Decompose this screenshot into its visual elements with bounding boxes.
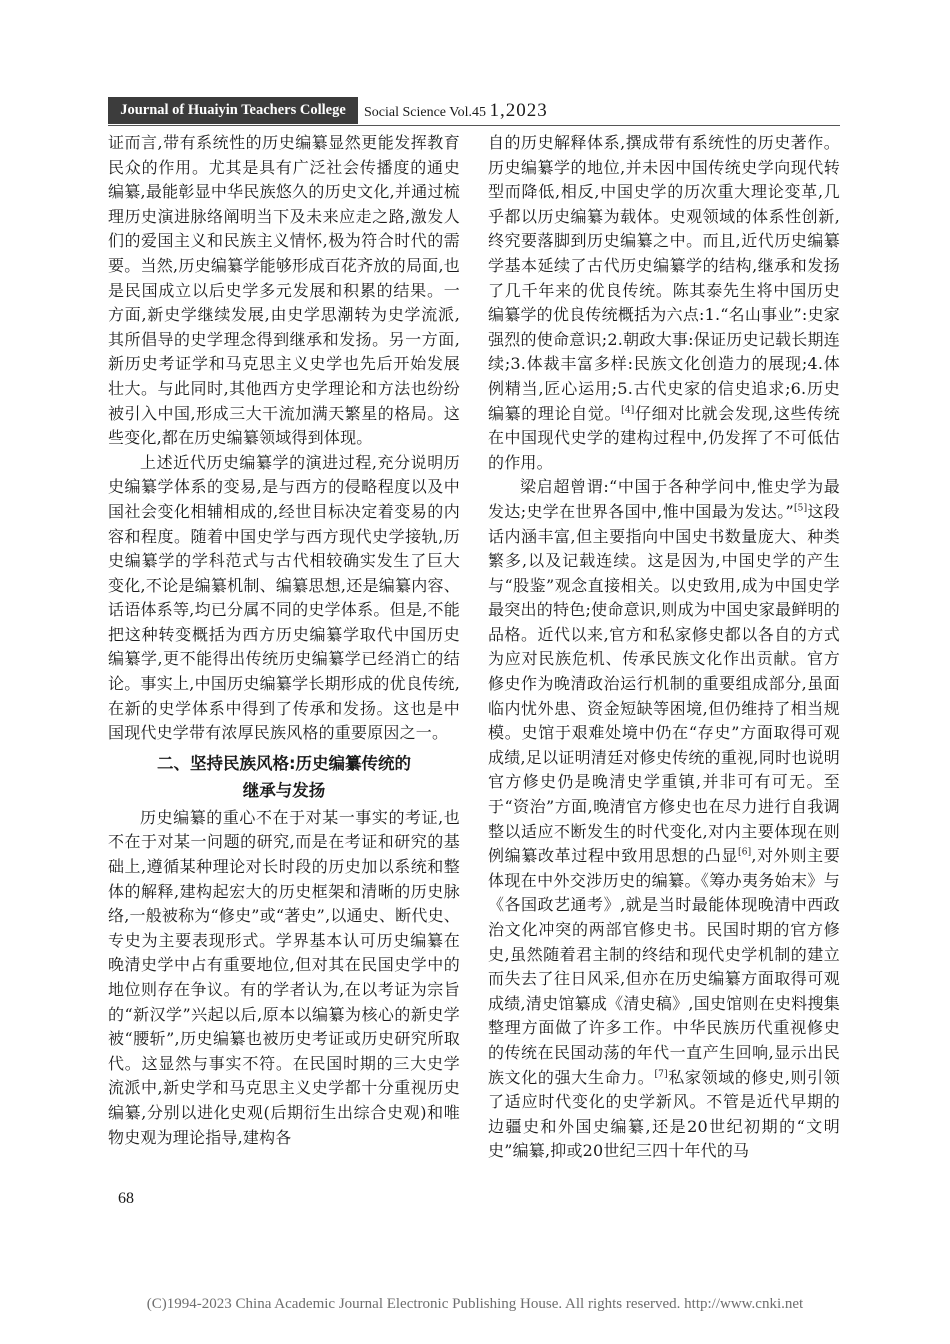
right-column: [488, 131, 840, 1164]
left-paragraph-1: 证而言,带有系统性的历史编纂显然更能发挥教育民众的作用。尤其是具有广泛社会传播度的通史编纂,最能彰显中华民族悠久的历史文化,并通过梳理历史演进脉络阐明当下及未来应走之路,激发人们的爱国主义和民族主义情怀,极为符合时代的需要。当然,历史编纂学能够形成百花齐放的局面,也是民国成立以后史学多元发展和积累的结果。一方面,新史学继续发展,由史学思潮转为史学流派,其所倡导的史学理念得到继承和发扬。另一方面,新历史考证学和马克思主义史学也先后开始发展壮大。与此同时,其他西方史学理论和方法也纷纷被引入中国,形成三大干流加满天繁星的格局。这些变化,都在历史编纂领域得到体现。: [108, 133, 460, 448]
section-heading-line-1: 二、坚持民族风格:历史编纂传统的: [156, 753, 412, 773]
section-volume: Social Science Vol.45: [364, 105, 486, 120]
citation-7[interactable]: [7]: [654, 1069, 668, 1080]
right-paragraph-2-text-a: 梁启超曾谓:“中国于各种学问中,惟史学为最发达;史学在世界各国中,惟中国最为发达。”: [488, 477, 840, 521]
left-paragraph-2: 上述近代历史编纂学的演进过程,充分说明历史编纂学体系的变易,是与西方的侵略程度以及中国社会变化相辅相成的,经世目标决定着变易的内容和程度。随着中国史学与西方现代史学接轨,历史编纂学的学科范式与古代相较确实发生了巨大变化,不论是编纂机制、编纂思想,还是编纂内容、话语体系等,均已分属不同的史学体系。但是,不能把这种转变概括为西方历史编纂学取代中国历史编纂学,更不能得出传统历史编纂学已经消亡的结论。事实上,中国历史编纂学长期形成的优良传统,在新的史学体系中得到了传承和发扬。这也是中国现代史学带有浓厚民族风格的重要原因之一。: [108, 452, 460, 743]
right-paragraph-2-text-c: ,对外则主要体现在中外交涉历史的编纂。《筹办夷务始末》与《各国政艺通考》,就是当时最能体现晚清中西政治文化冲突的两部官修史书。民国时期的官方修史,虽然随着君主制的终结和现代史学机制的建立而失去了往日风采,但亦在历史编纂方面取得可观成绩,清史馆纂成《清史稿》,国史馆则在史料搜集整理方面做了许多工作。中华民族历代重视修史的传统在民国动荡的年代一直产生回响,显示出民族文化的强大生命力。: [488, 846, 840, 1087]
volume-issue-label: [364, 100, 548, 124]
right-paragraph-2: [488, 475, 840, 1164]
right-paragraph-1-text-b: 仔细对比就会发现,这些传统在中国现代史学的建构过程中,仍发挥了不可低估的作用。: [488, 403, 841, 472]
left-paragraph-3: 历史编纂的重心不在于对某一事实的考证,也不在于对某一问题的研究,而是在考证和研究的基础上,遵循某种理论对长时段的历史加以系统和整体的解释,建构起宏大的历史框架和清晰的历史脉络,一般被称为“修史”或“著史”,以通史、断代史、专史为主要表现形式。学界基本认可历史编纂在晚清史学中占有重要地位,但对其在民国史学中的地位则存在争议。有的学者认为,在以考证为宗旨的“新汉学”兴起以后,原本以编纂为核心的新史学被“腰斩”,历史编纂也被历史考证或历史研究所取代。这显然与事实不符。在民国时期的三大史学流派中,新史学和马克思主义史学都十分重视历史编纂,分别以进化史观(后期衍生出综合史观)和唯物史观为理论指导,建构各: [108, 807, 460, 1147]
section-heading-line-2: 继承与发扬: [242, 780, 326, 800]
left-column: [108, 131, 460, 1150]
citation-5[interactable]: [5]: [793, 503, 808, 514]
right-paragraph-2-text-b: 这段话内涵丰富,但主要指向中国史书数量庞大、种类繁多,以及记载连续。这是因为,中国史学的产生与“股鉴”观念直接相关。以史致用,成为中国史学最突出的特色;使命意识,则成为中国史家最鲜明的品格。近代以来,官方和私家修史都以各自的方式为应对民族危机、传承民族文化作出贡献。官方修史作为晚清政治运行机制的重要组成部分,虽面临内忧外患、资金短缺等困境,但仍维持了相当规模。史馆于艰难处境中仍在“存史”方面取得可观成绩,足以证明清廷对修史传统的重视,同时也说明官方修史仍是晚清史学重镇,并非可有可无。至于“资治”方面,晚清官方修史也在尽力进行自我调整以适应不断发生的时代变化,对内主要体现在则例编纂改革过程中致用思想的凸显: [488, 501, 841, 866]
section-heading: [108, 750, 460, 804]
journal-name-banner: Journal of Huaiyin Teachers College: [108, 97, 358, 124]
right-paragraph-1-text-a: 自的历史解释体系,撰成带有系统性的历史著作。历史编纂学的地位,并未因中国传统史学向现代转型而降低,相反,中国史学的历次重大理论变革,几乎都以历史编纂为载体。史观领域的体系性创新,终究要落脚到历史编纂之中。而且,近代历史编纂学基本延续了古代历史编纂学的结构,继承和发扬了几千年来的优良传统。陈其泰先生将中国历史编纂学的优良传统概括为六点:1.“名山事业”:史家强烈的使命意识;2.朝政大事:保证历史记载长期连续;3.体裁丰富多样:民族文化创造力的展现;4.体例精当,匠心运用;5.古代史家的信史追求;6.历史编纂的理论自觉。: [488, 133, 840, 423]
citation-4[interactable]: [4]: [621, 405, 635, 416]
citation-6[interactable]: [6]: [738, 847, 752, 858]
copyright-footer: (C)1994-2023 China Academic Journal Electronic Publishing House. All rights reserved. http://www.cnki.net: [146, 1296, 804, 1312]
page-number: 68: [118, 1190, 134, 1207]
right-paragraph-2-text-d: 私家领域的修史,则引领了适应时代变化的史学新风。不管是近代早期的边疆史和外国史编纂,还是20世纪初期的“文明史”编纂,抑或20世纪三四十年代的马: [488, 1067, 840, 1161]
issue-number: 1,2023: [489, 100, 548, 121]
right-paragraph-1: [488, 131, 840, 475]
header-divider: [108, 125, 840, 126]
